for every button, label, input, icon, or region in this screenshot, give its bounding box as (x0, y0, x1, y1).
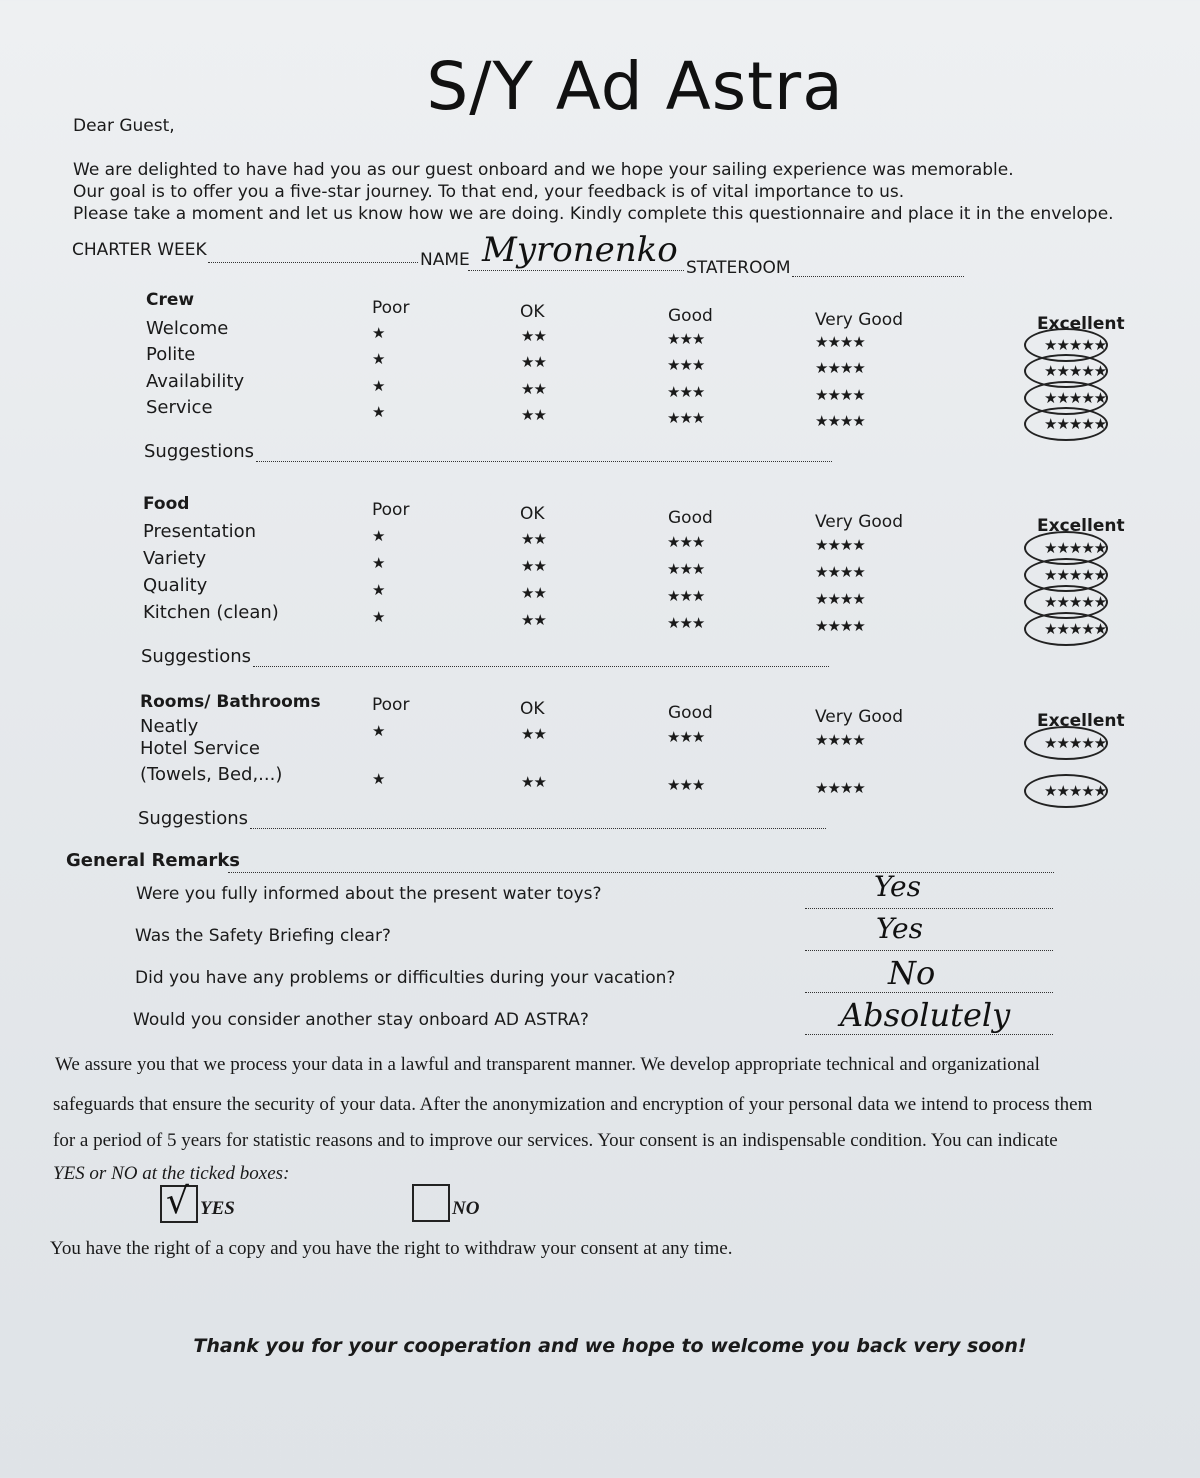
rating-item-label: Availability (146, 371, 245, 392)
selected-rating-circle (1024, 726, 1108, 760)
rating-option-2-stars[interactable]: ★★ (521, 327, 546, 345)
rating-option-4-stars[interactable]: ★★★★ (815, 731, 865, 749)
rating-header-very-good: Very Good (815, 310, 903, 330)
rating-item-label: Neatly (140, 716, 199, 737)
rating-header-ok: OK (520, 302, 545, 322)
stateroom-label: STATEROOM (686, 258, 791, 278)
rating-item-label: Kitchen (clean) (143, 602, 279, 623)
rating-header-excellent: Excellent (1037, 711, 1125, 731)
rating-option-4-stars[interactable]: ★★★★ (815, 563, 865, 581)
rating-option-3-stars[interactable]: ★★★ (667, 587, 705, 605)
rating-option-1-stars[interactable]: ★ (372, 608, 385, 626)
rating-header-poor: Poor (372, 500, 410, 520)
form-title: S/Y Ad Astra (426, 48, 844, 125)
rating-header-excellent: Excellent (1037, 314, 1125, 334)
remark-question: Would you consider another stay onboard AD ASTRA? (133, 1010, 589, 1030)
remark-question: Was the Safety Briefing clear? (135, 926, 391, 946)
remark-answer-line (805, 908, 1053, 909)
rating-option-3-stars[interactable]: ★★★ (667, 776, 705, 794)
rating-item-label: Polite (146, 344, 196, 365)
check-mark-icon: √ (166, 1181, 189, 1222)
rating-option-2-stars[interactable]: ★★ (521, 530, 546, 548)
rating-option-2-stars[interactable]: ★★ (521, 584, 546, 602)
general-remarks-field[interactable] (228, 872, 1054, 873)
rating-header-poor: Poor (372, 298, 410, 318)
rating-header-good: Good (668, 306, 713, 326)
rating-option-4-stars[interactable]: ★★★★ (815, 590, 865, 608)
rating-option-4-stars[interactable]: ★★★★ (815, 359, 865, 377)
privacy-line-2: safeguards that ensure the security of your data. After the anonymization and encryption of your personal data we intend to process them (53, 1094, 1093, 1115)
remark-answer-field[interactable]: No (888, 954, 936, 992)
remark-answer-field[interactable]: Absolutely (840, 996, 1011, 1034)
rating-option-3-stars[interactable]: ★★★ (667, 728, 705, 746)
rating-header-excellent: Excellent (1037, 516, 1125, 536)
rating-option-1-stars[interactable]: ★ (372, 554, 385, 572)
intro-line-2: Our goal is to offer you a five-star journey. To that end, your feedback is of vital importance to us. (73, 182, 905, 202)
rating-option-4-stars[interactable]: ★★★★ (815, 617, 865, 635)
rating-option-2-stars[interactable]: ★★ (521, 557, 546, 575)
greeting: Dear Guest, (73, 116, 175, 136)
rating-header-very-good: Very Good (815, 707, 903, 727)
suggestions-label: Suggestions (138, 808, 248, 829)
remark-answer-field[interactable]: Yes (874, 870, 921, 903)
consent-no-checkbox[interactable] (412, 1184, 450, 1222)
general-remarks-label: General Remarks (66, 850, 240, 871)
section-title: Crew (146, 290, 195, 310)
rating-option-1-stars[interactable]: ★ (372, 722, 385, 740)
rating-item-label: Hotel Service (140, 738, 260, 759)
consent-no-label: NO (452, 1198, 480, 1219)
intro-line-1: We are delighted to have had you as our guest onboard and we hope your sailing experience was memorable. (73, 160, 1014, 180)
selected-rating-circle (1024, 774, 1108, 808)
rating-item-label: (Towels, Bed,...) (140, 764, 283, 785)
rating-option-3-stars[interactable]: ★★★ (667, 383, 705, 401)
rating-option-5-stars[interactable]: ★★★★★ (1044, 593, 1107, 611)
rating-option-5-stars[interactable]: ★★★★★ (1044, 734, 1107, 752)
remark-answer-line (805, 992, 1053, 993)
rating-option-3-stars[interactable]: ★★★ (667, 409, 705, 427)
privacy-line-3: for a period of 5 years for statistic reasons and to improve our services. Your consent is an indispensable condition. You can indicate (53, 1130, 1058, 1151)
rating-option-5-stars[interactable]: ★★★★★ (1044, 539, 1107, 557)
remark-question: Were you fully informed about the present water toys? (136, 884, 602, 904)
remark-answer-field[interactable]: Yes (876, 912, 923, 945)
rating-option-3-stars[interactable]: ★★★ (667, 330, 705, 348)
rating-option-4-stars[interactable]: ★★★★ (815, 412, 865, 430)
rating-header-ok: OK (520, 699, 545, 719)
intro-line-3: Please take a moment and let us know how we are doing. Kindly complete this questionnaire and place it in the envelope. (73, 204, 1114, 224)
closing-message: Thank you for your cooperation and we hope to welcome you back very soon! (193, 1335, 1027, 1357)
stateroom-field[interactable] (792, 276, 964, 277)
rating-option-4-stars[interactable]: ★★★★ (815, 536, 865, 554)
selected-rating-circle (1024, 407, 1108, 441)
rating-option-4-stars[interactable]: ★★★★ (815, 386, 865, 404)
rating-option-1-stars[interactable]: ★ (372, 377, 385, 395)
name-field[interactable]: Myronenko (482, 230, 678, 270)
rating-option-5-stars[interactable]: ★★★★★ (1044, 620, 1107, 638)
remark-answer-line (805, 1034, 1053, 1035)
rating-option-5-stars[interactable]: ★★★★★ (1044, 336, 1107, 354)
rating-option-3-stars[interactable]: ★★★ (667, 533, 705, 551)
rating-option-5-stars[interactable]: ★★★★★ (1044, 362, 1107, 380)
consent-yes-label: YES (200, 1198, 235, 1219)
consent-yes-checkbox[interactable] (160, 1181, 198, 1223)
rating-item-label: Quality (143, 575, 208, 596)
rating-item-label: Welcome (146, 318, 229, 339)
suggestions-field[interactable] (256, 461, 832, 462)
privacy-line-4: YES or NO at the ticked boxes: (53, 1163, 290, 1184)
rating-option-3-stars[interactable]: ★★★ (667, 356, 705, 374)
selected-rating-circle (1024, 612, 1108, 646)
rating-header-poor: Poor (372, 695, 410, 715)
charter-week-field[interactable] (208, 262, 418, 263)
rating-option-2-stars[interactable]: ★★ (521, 773, 546, 791)
rating-item-label: Presentation (143, 521, 257, 542)
rating-option-3-stars[interactable]: ★★★ (667, 614, 705, 632)
section-title: Food (143, 494, 190, 514)
remark-question: Did you have any problems or difficulties during your vacation? (135, 968, 676, 988)
rating-option-4-stars[interactable]: ★★★★ (815, 333, 865, 351)
suggestions-field[interactable] (250, 828, 826, 829)
section-title: Rooms/ Bathrooms (140, 692, 321, 712)
rights-statement: You have the right of a copy and you have the right to withdraw your consent at any time. (50, 1238, 733, 1259)
suggestions-label: Suggestions (144, 441, 254, 462)
suggestions-field[interactable] (253, 666, 829, 667)
rating-option-5-stars[interactable]: ★★★★★ (1044, 389, 1107, 407)
rating-option-1-stars[interactable]: ★ (372, 581, 385, 599)
rating-option-2-stars[interactable]: ★★ (521, 611, 546, 629)
rating-item-label: Service (146, 397, 213, 418)
rating-option-1-stars[interactable]: ★ (372, 770, 385, 788)
rating-option-1-stars[interactable]: ★ (372, 527, 385, 545)
rating-option-2-stars[interactable]: ★★ (521, 353, 546, 371)
rating-option-1-stars[interactable]: ★ (372, 324, 385, 342)
privacy-line-1: We assure you that we process your data in a lawful and transparent manner. We develop appropriate technical and organizational (55, 1054, 1040, 1075)
rating-option-1-stars[interactable]: ★ (372, 403, 385, 421)
rating-option-2-stars[interactable]: ★★ (521, 380, 546, 398)
charter-week-label: CHARTER WEEK (72, 240, 207, 260)
rating-header-good: Good (668, 508, 713, 528)
rating-option-5-stars[interactable]: ★★★★★ (1044, 415, 1107, 433)
rating-item-label: Variety (143, 548, 207, 569)
rating-option-2-stars[interactable]: ★★ (521, 725, 546, 743)
rating-option-5-stars[interactable]: ★★★★★ (1044, 566, 1107, 584)
rating-header-ok: OK (520, 504, 545, 524)
rating-option-4-stars[interactable]: ★★★★ (815, 779, 865, 797)
rating-header-very-good: Very Good (815, 512, 903, 532)
rating-option-2-stars[interactable]: ★★ (521, 406, 546, 424)
name-field-line (468, 270, 684, 271)
rating-option-1-stars[interactable]: ★ (372, 350, 385, 368)
remark-answer-line (805, 950, 1053, 951)
rating-header-good: Good (668, 703, 713, 723)
rating-option-3-stars[interactable]: ★★★ (667, 560, 705, 578)
suggestions-label: Suggestions (141, 646, 251, 667)
rating-option-5-stars[interactable]: ★★★★★ (1044, 782, 1107, 800)
name-label: NAME (420, 250, 470, 270)
